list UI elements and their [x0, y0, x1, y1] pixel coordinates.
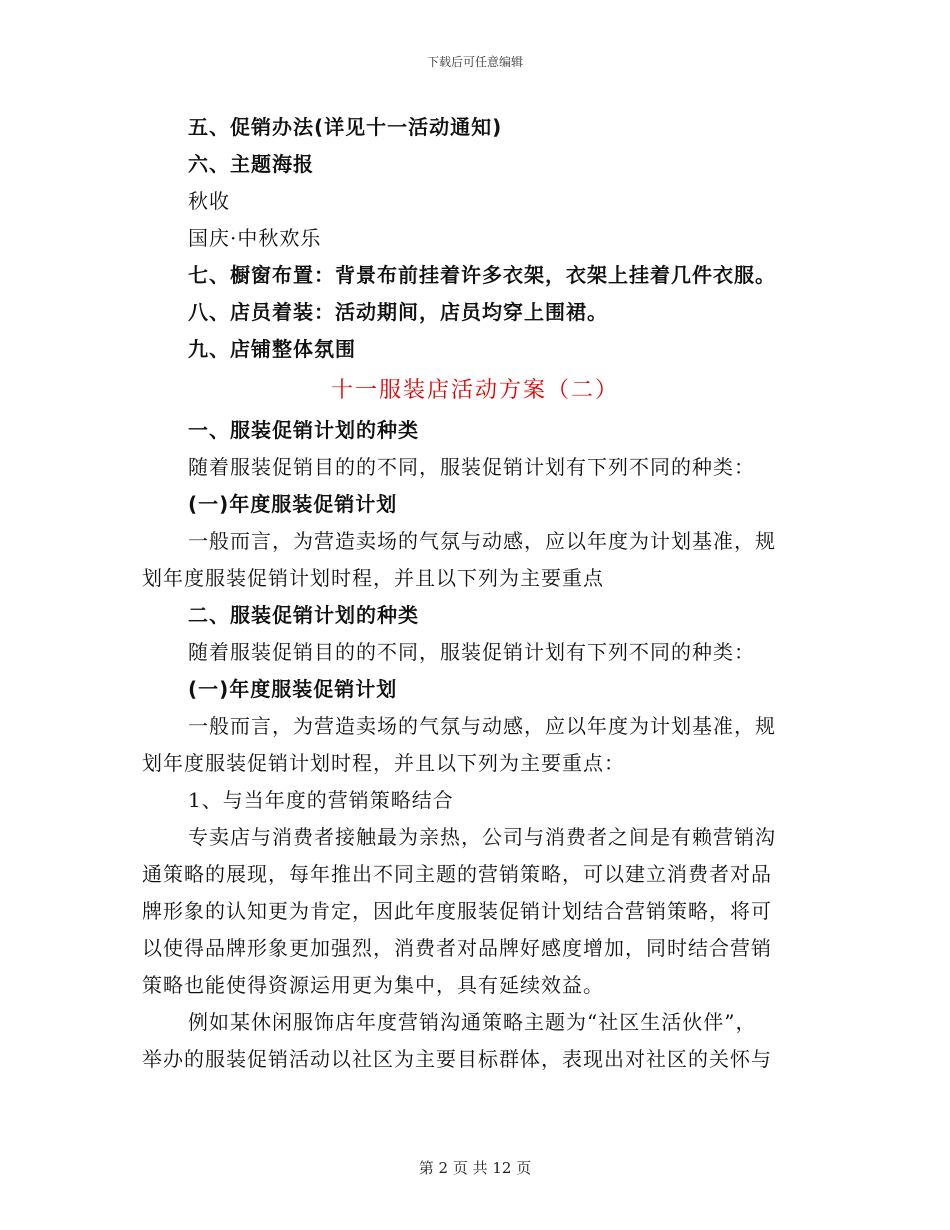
subheading-marketing-strategy: 1、与当年度的营销策略结合	[188, 788, 454, 812]
paragraph-line: 例如某休闲服饰店年度营销沟通策略主题为“社区生活伙伴”，	[188, 1010, 757, 1034]
paragraph-line: 划年度服装促销计划时程，并且以下列为主要重点：	[142, 751, 625, 775]
paragraph-line: 牌形象的认知更为肯定，因此年度服装促销计划结合营销策略，将可	[142, 899, 772, 923]
paragraph-line: 策略也能使得资源运用更为集中，具有延续效益。	[142, 973, 604, 997]
poster-line-autumn: 秋收	[188, 189, 230, 213]
subheading-annual-plan-2: (一)年度服装促销计划	[188, 677, 398, 701]
heading-promotion-types-2: 二、服装促销计划的种类	[188, 603, 419, 627]
item-window-display: 七、橱窗布置：背景布前挂着许多衣架，衣架上挂着几件衣服。	[188, 263, 776, 287]
subheading-annual-plan-1: (一)年度服装促销计划	[188, 492, 398, 516]
paragraph-line: 一般而言，为营造卖场的气氛与动感，应以年度为计划基准，规	[188, 529, 776, 553]
item-staff-attire: 八、店员着装：活动期间，店员均穿上围裙。	[188, 300, 608, 324]
paragraph-line: 专卖店与消费者接触最为亲热，公司与消费者之间是有赖营销沟	[188, 825, 776, 849]
item-theme-poster: 六、主题海报	[188, 152, 314, 176]
paragraph-line: 随着服装促销目的的不同，服装促销计划有下列不同的种类：	[188, 455, 755, 479]
heading-promotion-types-1: 一、服装促销计划的种类	[188, 418, 419, 442]
paragraph-line: 举办的服装促销活动以社区为主要目标群体，表现出对社区的关怀与	[142, 1047, 772, 1071]
page-number-footer: 第 2 页 共 12 页	[418, 1159, 532, 1177]
item-store-atmosphere: 九、店铺整体氛围	[188, 337, 356, 361]
paragraph-line: 通策略的展现，每年推出不同主题的营销策略，可以建立消费者对品	[142, 862, 772, 886]
paragraph-line: 以使得品牌形象更加强烈，消费者对品牌好感度增加，同时结合营销	[142, 936, 772, 960]
paragraph-line: 划年度服装促销计划时程，并且以下列为主要重点	[142, 566, 604, 590]
item-promotion-method: 五、促销办法(详见十一活动通知)	[188, 115, 503, 139]
paragraph-line: 随着服装促销目的的不同，服装促销计划有下列不同的种类：	[188, 640, 755, 664]
page-header-note: 下载后可任意编辑	[426, 55, 523, 69]
poster-line-festival: 国庆·中秋欢乐	[188, 226, 322, 250]
paragraph-line: 一般而言，为营造卖场的气氛与动感，应以年度为计划基准，规	[188, 714, 776, 738]
section-title: 十一服装店活动方案（二）	[330, 378, 619, 403]
